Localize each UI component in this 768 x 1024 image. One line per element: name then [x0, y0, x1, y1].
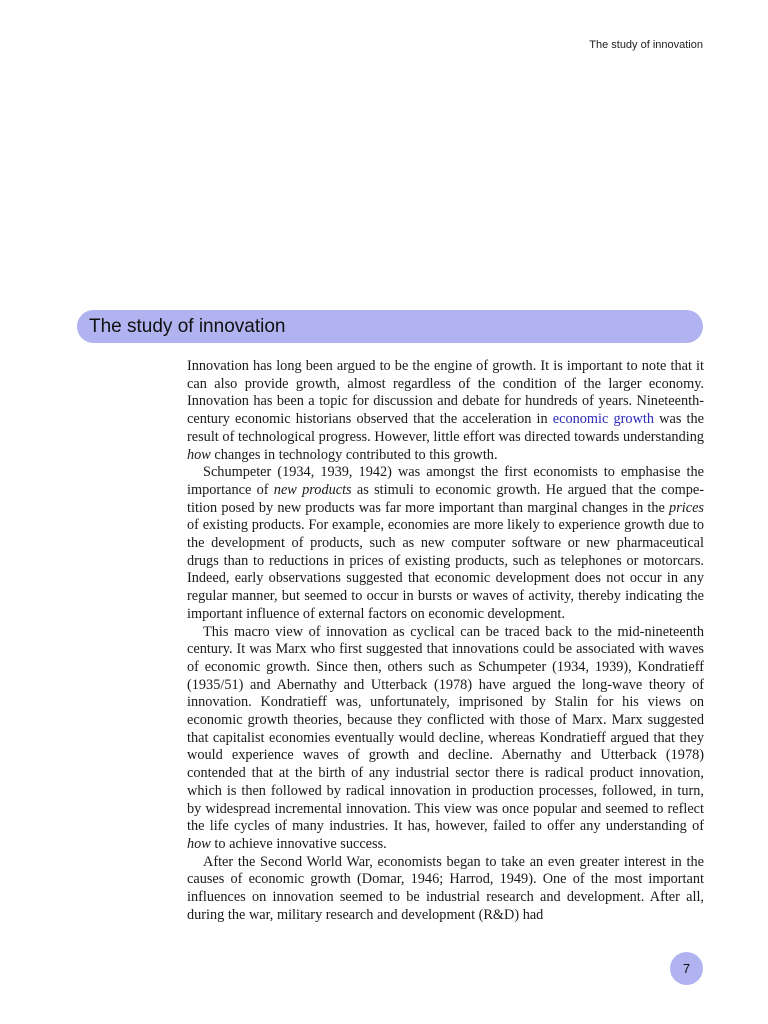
emphasis-text: new products [273, 481, 352, 498]
emphasis-text: prices [669, 499, 704, 516]
paragraph-text: This macro view of innovation as cyclical can be traced back to the mid-nineteenth century. It was Marx who first suggested that innovations could be associated with waves of economic growth. Since then, others such as Schumpeter (1934, 1939), Kondratieff (1935/51) and Abernathy and Utterback (1978) have argued the long-wave theory of innovation. Kondratieff was, unfortunately, imprisoned by Stalin for his views on economic growth theories, because they conflicted with those of Marx. Marx suggested that capitalist economies eventually would decline, whereas Kondratieff argued that they would experience waves of growth and decline. Abernathy and Utterback (1978) contended that at the birth of any industrial sector there is radical product innovation, which is then followed by radical innovation in production processes, followed, in turn, by widespread incremental innovation. This view was once popular and seemed to reflect the life cycles of many industries. It has, however, failed to offer any understanding of [187, 623, 704, 835]
running-header: The study of innovation [589, 39, 703, 51]
section-title: The study of innovation [89, 315, 286, 337]
emphasis-text: how [187, 446, 211, 463]
emphasis-text: how [187, 835, 211, 852]
paragraph-text: After the Second World War, economists began to take an even greater interest in the causes of economic growth (Domar, 1946; Harrod, 1949). One of the most important influences on innovation seemed to be industrial research and development. After all, during the war, military research and development (R&D) had [187, 853, 704, 923]
page-number: 7 [682, 961, 691, 976]
paragraph-text: was the result of technological progress. However, little effort was directed towards understanding [187, 411, 704, 445]
paragraph-text: of existing products. For example, economies are more likely to experience growth due to the development of products, such as new computer software or new pharmaceutical drugs than to reductions in prices of existing products, such as telephones or motorcars. Indeed, early observations suggested that economic development does not occur in any regular manner, but seemed to occur in bursts or waves of activity, thereby indicating the important influence of external factors on economic development. [187, 517, 704, 622]
body-paragraph [187, 624, 704, 854]
paragraph-text: as stimuli to economic growth. He argued that the competition posed by new products was far more important than marginal changes in the [187, 481, 704, 516]
page-number-badge [670, 952, 703, 985]
body-paragraph [187, 854, 704, 925]
paragraph-text: changes in technology contributed to this growth. [210, 446, 498, 463]
section-banner [77, 310, 703, 343]
paragraph-text: to achieve innovative success. [210, 835, 387, 852]
glossary-term-link[interactable]: economic growth [552, 411, 655, 428]
body-paragraph [187, 464, 704, 623]
body-paragraph [187, 358, 704, 464]
body-text [187, 358, 704, 925]
paragraph-text: Innovation has long been argued to be the engine of growth. It is important to note that it can also provide growth, almost regardless of the condition of the larger economy. Innovation has been a topic for discussion and debate for hundreds of years. Nineteenth-century economic historians observed that the acceleration in [187, 358, 704, 428]
paragraph-text: Schumpeter (1934, 1939, 1942) was amongst the first economists to emphasise the importance of [187, 464, 704, 498]
